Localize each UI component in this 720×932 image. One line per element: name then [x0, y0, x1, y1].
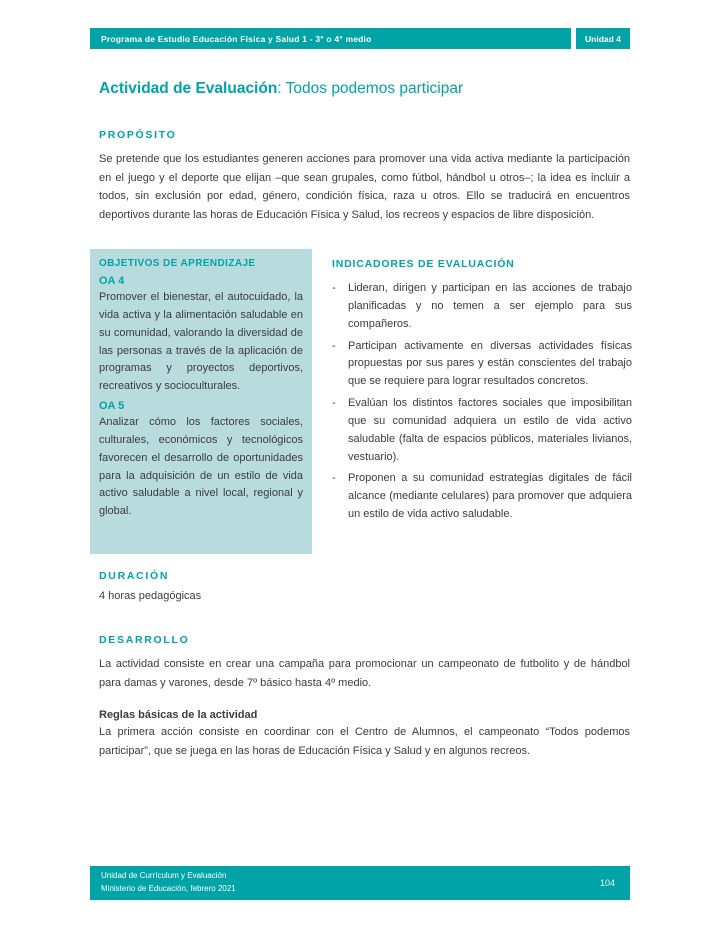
proposito-body: Se pretende que los estudiantes generen acciones para promover una vida activa mediante la participación en el juego y el deporte que elijan –que sean grupales, como fútbol, hándbol u otros–; la idea es incluir a todos, sin exclusión por edad, género, condición física, raza u otros. Ello se traducirá en encuentros deportivos durante las horas de Educación Física y Salud, los recreos y espacios de libre disposición.	[99, 152, 630, 222]
oa-code: OA 4	[99, 275, 125, 288]
footer-text-block	[90, 870, 600, 896]
indicators-heading: INDICADORES DE EVALUACIÓN	[332, 258, 515, 271]
header-program-text: Programa de Estudio Educación Física y Salud 1 - 3° o 4° medio	[101, 33, 372, 44]
desarrollo-body: La actividad consiste en crear una campaña para promocionar un campeonato de futbolito y de hándbol para damas y varones, desde 7º básico hasta 4º medio.	[99, 658, 630, 690]
indicator-text: Participan activamente en diversas actividades físicas propuestas por sus pares y están conscientes del trabajo que se requiere para lograr resultados concretos.	[348, 339, 632, 388]
dash-bullet: -	[332, 472, 336, 485]
reglas-subheading: Reglas básicas de la actividad	[99, 708, 258, 721]
reglas-body: La primera acción consiste en coordinar con el Centro de Alumnos, el campeonato “Todos podemos participar”, que se juega en las horas de Educación Física y Salud y en algunos recreos.	[99, 725, 630, 757]
objectives-heading: OBJETIVOS DE APRENDIZAJE	[99, 258, 256, 270]
page-footer	[90, 866, 630, 900]
list-item	[332, 395, 632, 466]
page-title	[99, 80, 632, 99]
list-item	[332, 470, 632, 523]
section-duracion	[99, 570, 630, 606]
proposito-heading: PROPÓSITO	[99, 128, 177, 141]
indicator-text: Lideran, dirigen y participan en las acciones de trabajo planificadas y no temen a ser ejemplo para sus compañeros.	[348, 282, 632, 330]
list-item	[332, 338, 632, 391]
oa-text: Promover el bienestar, el autocuidado, la vida activa y la alimentación saludable en su comunidad, valorando la diversidad de las personas a través de la aplicación de programas y proyectos deportivos, recreativos y socioculturales.	[99, 291, 303, 393]
oa-text: Analizar cómo los factores sociales, culturales, económicos y tecnológicos favorecen el desarrollo de oportunidades para la adquisición de un estilo de vida activo saludable a nivel local, regional y global.	[99, 416, 303, 518]
indicator-text: Proponen a su comunidad estrategias digitales de fácil alcance (mediante celulares) para promover que adquiera un estilo de vida activo saludable.	[348, 472, 632, 520]
header-unit-text: Unidad 4	[585, 33, 621, 44]
list-item	[332, 280, 632, 333]
dash-bullet: -	[332, 282, 336, 295]
objectives-box	[90, 249, 312, 554]
duracion-heading: DURACIÓN	[99, 570, 170, 583]
page-title-bold: Actividad de Evaluación	[99, 80, 278, 97]
page-content	[90, 80, 632, 761]
header-unit-badge	[576, 28, 630, 49]
dash-bullet: -	[332, 397, 336, 410]
page-number: 104	[599, 878, 615, 888]
page-title-rest: : Todos podemos participar	[277, 80, 464, 97]
section-desarrollo	[99, 634, 630, 761]
footer-line1: Unidad de Currículum y Evaluación	[101, 871, 227, 881]
oa-code: OA 5	[99, 400, 125, 413]
indicator-text: Evalúan los distintos factores sociales que imposibilitan que su comunidad adquiera un estilo de vida activo saludable (falta de espacios públicos, materiales livianos, vestuario).	[348, 397, 632, 463]
desarrollo-heading: DESARROLLO	[99, 634, 190, 647]
page-header	[90, 28, 630, 49]
objectives-indicators-row	[90, 249, 632, 554]
section-proposito	[99, 129, 630, 226]
indicators-column	[332, 249, 632, 528]
duracion-body: 4 horas pedagógicas	[99, 590, 202, 603]
footer-line2: Ministerio de Educación, febrero 2021	[101, 884, 236, 893]
dash-bullet: -	[332, 339, 336, 352]
header-program-bar	[90, 28, 571, 49]
